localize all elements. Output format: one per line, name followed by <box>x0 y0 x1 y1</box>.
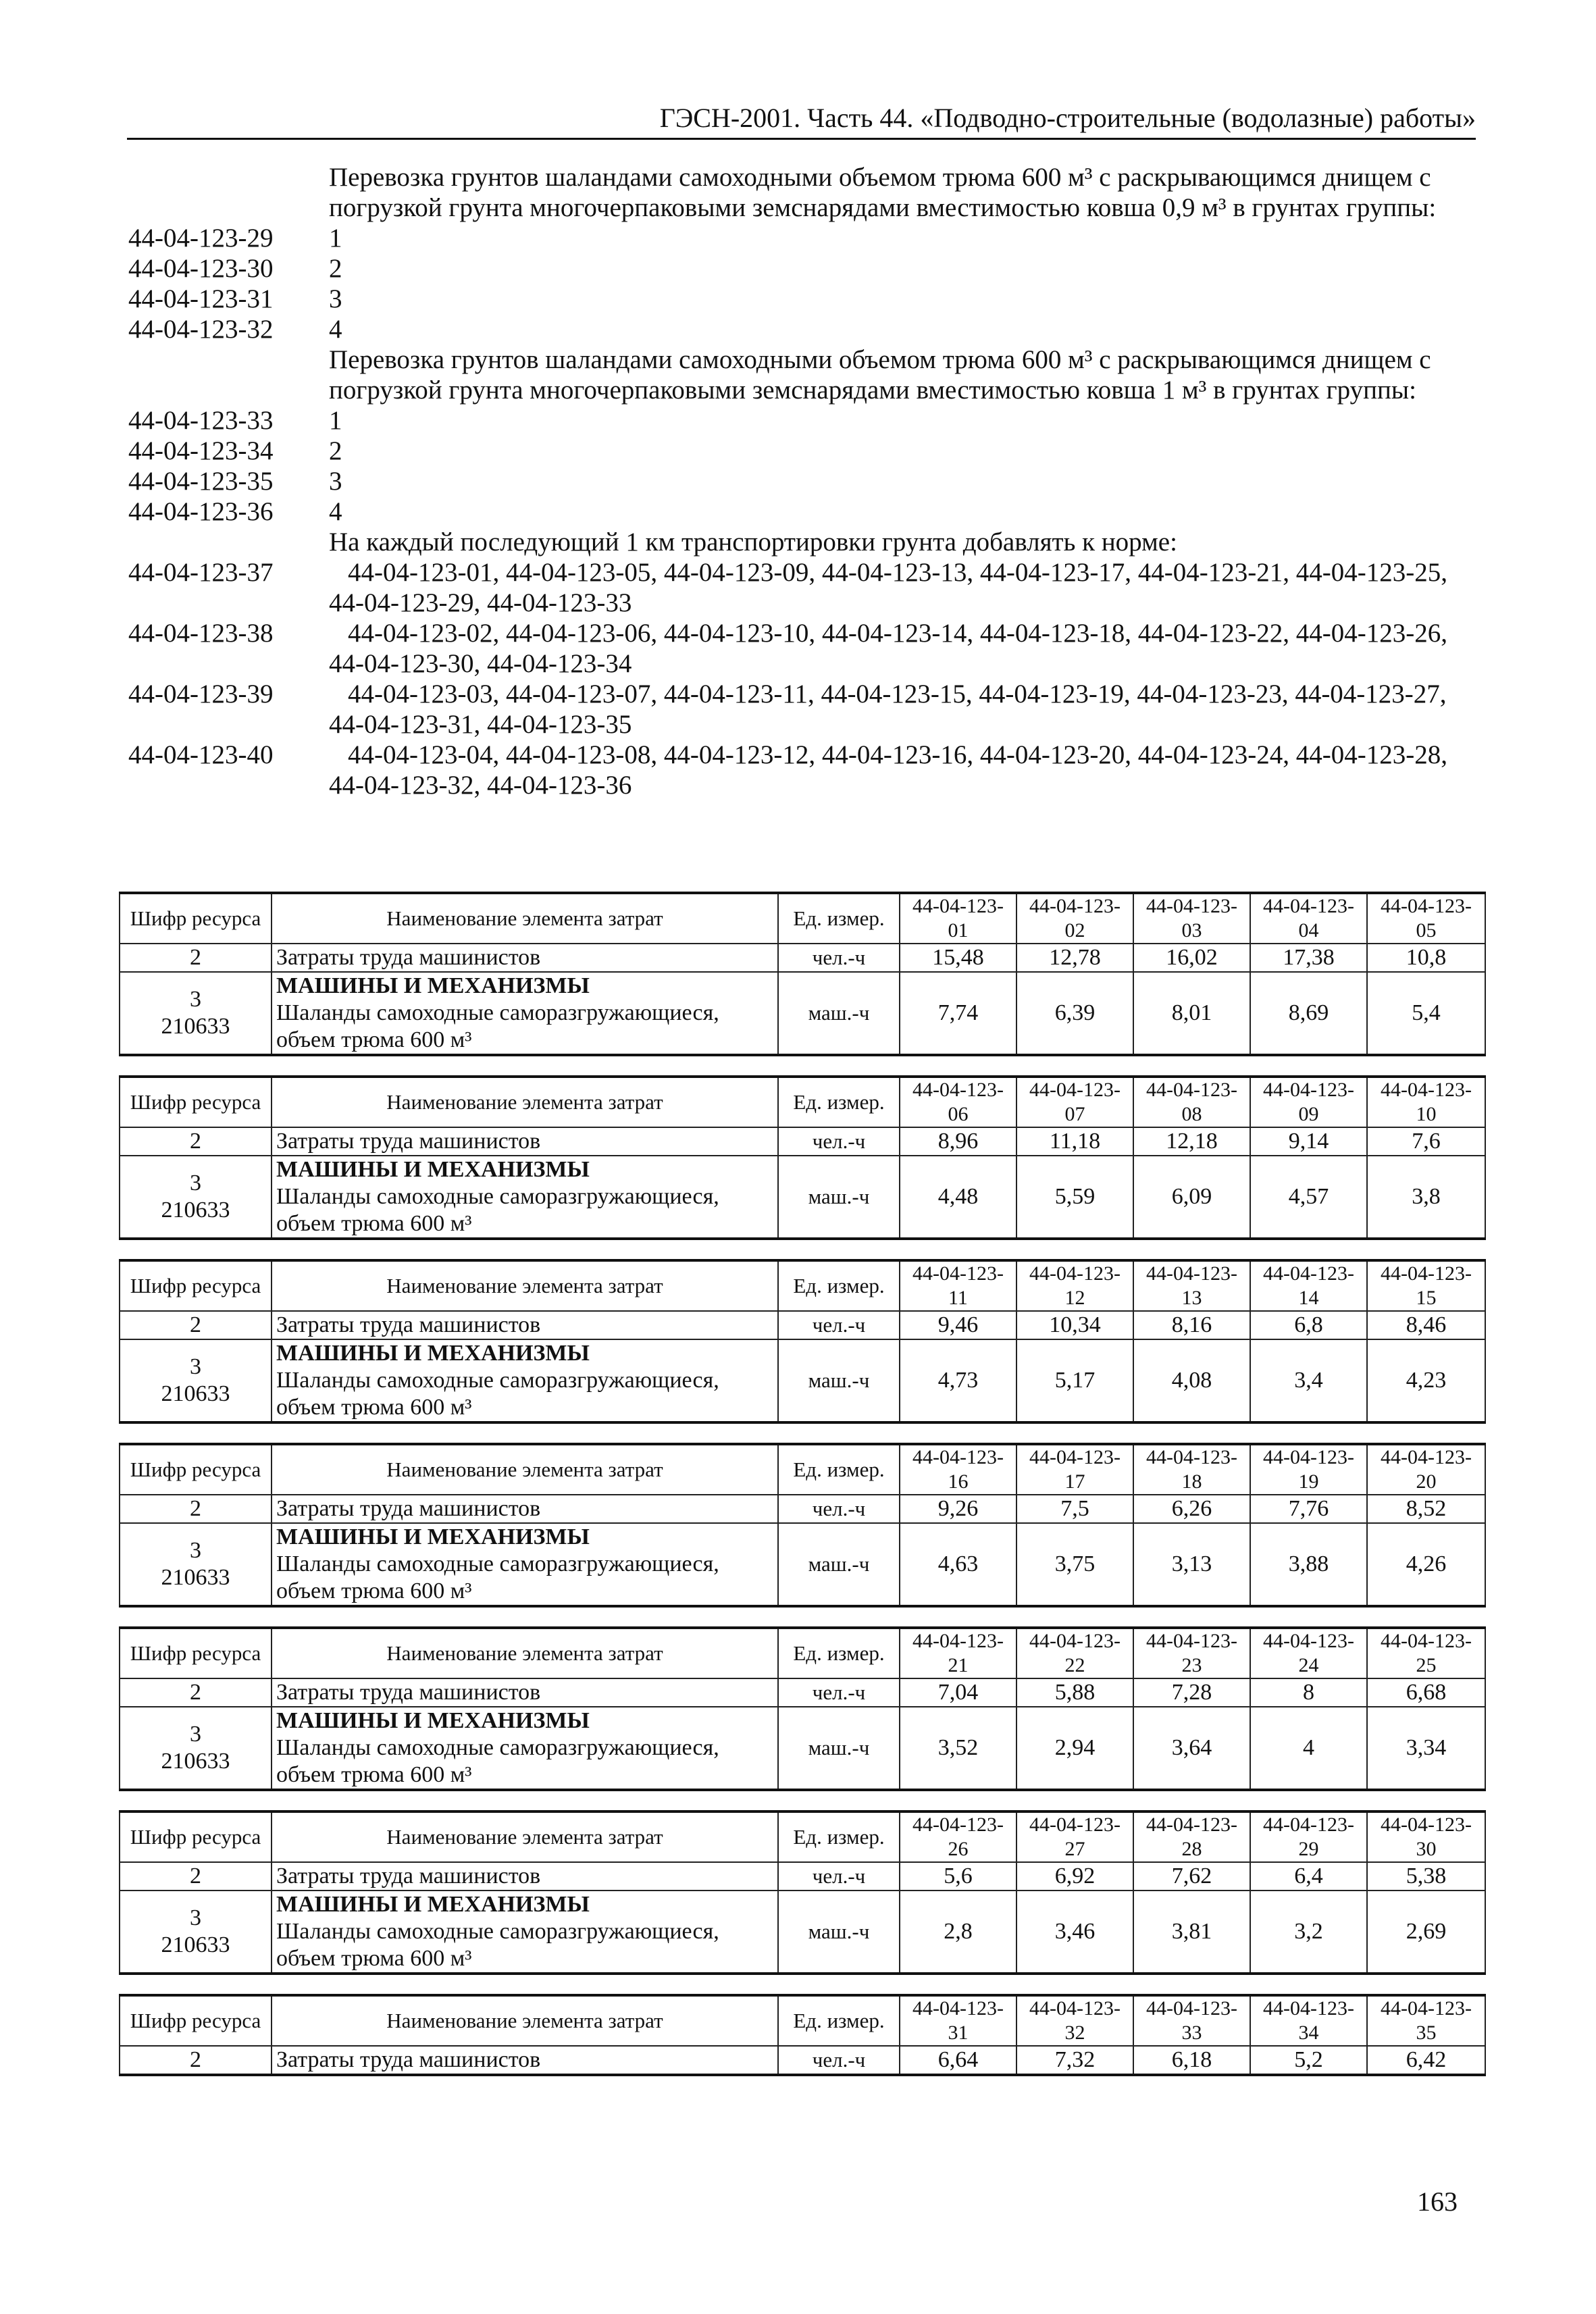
machinery-section-code: 3 <box>190 1538 201 1563</box>
unit: маш.-ч <box>778 1707 900 1790</box>
resource-code: 2 <box>120 1678 272 1707</box>
resource-code-header: Шифр ресурса <box>120 1077 272 1127</box>
resource-code: 2 <box>120 944 272 972</box>
cost-element-header: Наименование элемента затрат <box>272 1077 778 1127</box>
norm-reference-list: 44-04-123-03, 44-04-123-07, 44-04-123-11, 44-04-123-15, 44-04-123-19, 44-04-123-23, 44-04-123-27, 44-04-123-31, 44-04-123-35 <box>329 679 1447 739</box>
norm-code-header: 44-04-123-12 <box>1016 1260 1133 1311</box>
labor-row <box>120 1495 1485 1523</box>
labor-value: 6,4 <box>1250 1862 1367 1891</box>
section-title-2: Перевозка грунтов шаландами самоходными объемом трюма 600 м³ с раскрывающимся днищем с погрузкой грунта многочерпаковыми земснарядами вместимостью ковша 1 м³ в грунтах группы: <box>329 345 1431 405</box>
unit: чел.-ч <box>778 1127 900 1156</box>
machinery-name: Шаланды самоходные саморазгружающиеся, объем трюма 600 м³ <box>276 1735 719 1787</box>
resource-code-header: Шифр ресурса <box>120 1995 272 2046</box>
norm-code-header: 44-04-123-04 <box>1250 893 1367 944</box>
cost-element-name: Затраты труда машинистов <box>272 1862 778 1891</box>
norm-code-header: 44-04-123-01 <box>900 893 1016 944</box>
machinery-value: 5,59 <box>1016 1156 1133 1239</box>
cost-element-name <box>272 1707 778 1790</box>
labor-row <box>120 2046 1485 2075</box>
norm-code: 44-04-123-34 <box>128 436 274 465</box>
machinery-value: 5,4 <box>1367 972 1485 1055</box>
labor-value: 5,38 <box>1367 1862 1485 1891</box>
unit: чел.-ч <box>778 944 900 972</box>
cost-element-name <box>272 1523 778 1606</box>
labor-value: 7,5 <box>1016 1495 1133 1523</box>
unit: чел.-ч <box>778 1311 900 1339</box>
machinery-row <box>120 1156 1485 1239</box>
machinery-value: 7,74 <box>900 972 1016 1055</box>
machinery-resource-code: 210633 <box>161 1381 230 1406</box>
norm-reference-list: 44-04-123-01, 44-04-123-05, 44-04-123-09, 44-04-123-13, 44-04-123-17, 44-04-123-21, 44-04-123-25, 44-04-123-29, 44-04-123-33 <box>329 558 1447 617</box>
page-number: 163 <box>1417 2186 1458 2217</box>
norm-reference-list: 44-04-123-04, 44-04-123-08, 44-04-123-12, 44-04-123-16, 44-04-123-20, 44-04-123-24, 44-04-123-28, 44-04-123-32, 44-04-123-36 <box>329 740 1447 800</box>
machinery-resource-code: 210633 <box>161 1198 230 1223</box>
labor-value: 15,48 <box>900 944 1016 972</box>
norm-code: 44-04-123-29 <box>128 224 274 253</box>
machinery-name: Шаланды самоходные саморазгружающиеся, объем трюма 600 м³ <box>276 1000 719 1052</box>
machinery-value: 3,46 <box>1016 1891 1133 1974</box>
norm-code: 44-04-123-33 <box>128 406 274 435</box>
labor-value: 16,02 <box>1133 944 1250 972</box>
cost-element-name <box>272 972 778 1055</box>
norm-row <box>128 314 1472 344</box>
machinery-value: 3,64 <box>1133 1707 1250 1790</box>
resource-code: 2 <box>120 1311 272 1339</box>
norm-code-header: 44-04-123-15 <box>1367 1260 1485 1311</box>
norm-code-header: 44-04-123-09 <box>1250 1077 1367 1127</box>
cost-element-name: Затраты труда машинистов <box>272 1678 778 1707</box>
resource-code-header: Шифр ресурса <box>120 1811 272 1862</box>
unit: маш.-ч <box>778 1156 900 1239</box>
norm-row <box>128 284 1472 314</box>
unit: чел.-ч <box>778 1678 900 1707</box>
norm-code-header: 44-04-123-11 <box>900 1260 1016 1311</box>
table-header-row <box>120 1628 1485 1678</box>
machinery-section-title: МАШИНЫ И МЕХАНИЗМЫ <box>276 1708 590 1733</box>
labor-value: 6,64 <box>900 2046 1016 2075</box>
cost-element-header: Наименование элемента затрат <box>272 893 778 944</box>
norm-code-header: 44-04-123-35 <box>1367 1995 1485 2046</box>
machinery-value: 4 <box>1250 1707 1367 1790</box>
machinery-value: 3,8 <box>1367 1156 1485 1239</box>
norm-code-header: 44-04-123-30 <box>1367 1811 1485 1862</box>
norm-row <box>128 436 1472 466</box>
machinery-section-title: МАШИНЫ И МЕХАНИЗМЫ <box>276 973 590 998</box>
unit-header: Ед. измер. <box>778 1444 900 1495</box>
norm-code-header: 44-04-123-13 <box>1133 1260 1250 1311</box>
labor-value: 10,34 <box>1016 1311 1133 1339</box>
machinery-section-code: 3 <box>190 1722 201 1747</box>
norm-code-header: 44-04-123-31 <box>900 1995 1016 2046</box>
norm-row <box>128 405 1472 436</box>
machinery-value: 4,48 <box>900 1156 1016 1239</box>
norm-code-header: 44-04-123-25 <box>1367 1628 1485 1678</box>
unit-header: Ед. измер. <box>778 1628 900 1678</box>
resource-code <box>120 1707 272 1790</box>
soil-group-number: 2 <box>329 436 342 465</box>
resource-table <box>119 1810 1486 1975</box>
resource-code: 2 <box>120 1127 272 1156</box>
labor-value: 5,6 <box>900 1862 1016 1891</box>
machinery-section-title: МАШИНЫ И МЕХАНИЗМЫ <box>276 1892 590 1917</box>
machinery-value: 6,39 <box>1016 972 1133 1055</box>
machinery-row <box>120 1891 1485 1974</box>
resource-code-header: Шифр ресурса <box>120 1260 272 1311</box>
labor-value: 6,68 <box>1367 1678 1485 1707</box>
norm-code: 44-04-123-39 <box>128 679 274 709</box>
labor-value: 7,04 <box>900 1678 1016 1707</box>
labor-value: 6,18 <box>1133 2046 1250 2075</box>
machinery-value: 4,23 <box>1367 1339 1485 1422</box>
cost-element-name: Затраты труда машинистов <box>272 2046 778 2075</box>
unit: чел.-ч <box>778 1495 900 1523</box>
machinery-name: Шаланды самоходные саморазгружающиеся, объем трюма 600 м³ <box>276 1919 719 1971</box>
machinery-value: 4,57 <box>1250 1156 1367 1239</box>
unit: маш.-ч <box>778 1339 900 1422</box>
section-items-2 <box>128 405 1472 527</box>
cost-element-name: Затраты труда машинистов <box>272 944 778 972</box>
machinery-section-title: МАШИНЫ И МЕХАНИЗМЫ <box>276 1341 590 1366</box>
norm-code-header: 44-04-123-02 <box>1016 893 1133 944</box>
norm-code: 44-04-123-36 <box>128 497 274 526</box>
cost-element-header: Наименование элемента затрат <box>272 1628 778 1678</box>
unit: маш.-ч <box>778 1523 900 1606</box>
machinery-section-title: МАШИНЫ И МЕХАНИЗМЫ <box>276 1524 590 1549</box>
norm-row <box>128 253 1472 284</box>
cost-element-name: Затраты труда машинистов <box>272 1127 778 1156</box>
machinery-value: 3,13 <box>1133 1523 1250 1606</box>
norm-code-header: 44-04-123-21 <box>900 1628 1016 1678</box>
labor-value: 6,92 <box>1016 1862 1133 1891</box>
cost-element-name: Затраты труда машинистов <box>272 1311 778 1339</box>
machinery-value: 8,69 <box>1250 972 1367 1055</box>
machinery-resource-code: 210633 <box>161 1749 230 1774</box>
norm-code-header: 44-04-123-29 <box>1250 1811 1367 1862</box>
norm-listing <box>128 162 1472 800</box>
labor-value: 7,32 <box>1016 2046 1133 2075</box>
unit-header: Ед. измер. <box>778 1995 900 2046</box>
norm-code: 44-04-123-35 <box>128 467 274 496</box>
unit-header: Ед. измер. <box>778 893 900 944</box>
resource-code <box>120 1156 272 1239</box>
labor-value: 6,8 <box>1250 1311 1367 1339</box>
norm-code-header: 44-04-123-18 <box>1133 1444 1250 1495</box>
cost-element-name <box>272 1891 778 1974</box>
cost-element-header: Наименование элемента затрат <box>272 1995 778 2046</box>
machinery-section-code: 3 <box>190 1171 201 1195</box>
machinery-section-title: МАШИНЫ И МЕХАНИЗМЫ <box>276 1157 590 1182</box>
labor-row <box>120 944 1485 972</box>
labor-value: 9,14 <box>1250 1127 1367 1156</box>
unit: чел.-ч <box>778 1862 900 1891</box>
labor-row <box>120 1127 1485 1156</box>
norm-code: 44-04-123-37 <box>128 558 274 587</box>
labor-value: 8 <box>1250 1678 1367 1707</box>
norm-row <box>128 618 1472 679</box>
labor-value: 8,96 <box>900 1127 1016 1156</box>
soil-group-number: 3 <box>329 467 342 496</box>
resource-code <box>120 1523 272 1606</box>
resource-code: 2 <box>120 1495 272 1523</box>
machinery-value: 4,08 <box>1133 1339 1250 1422</box>
norm-code-header: 44-04-123-03 <box>1133 893 1250 944</box>
labor-row <box>120 1311 1485 1339</box>
cost-element-name: Затраты труда машинистов <box>272 1495 778 1523</box>
resource-code: 2 <box>120 1862 272 1891</box>
norm-code-header: 44-04-123-26 <box>900 1811 1016 1862</box>
norm-code: 44-04-123-40 <box>128 740 274 769</box>
resource-table <box>119 1994 1486 2076</box>
machinery-section-code: 3 <box>190 1354 201 1379</box>
machinery-value: 2,8 <box>900 1891 1016 1974</box>
labor-value: 8,16 <box>1133 1311 1250 1339</box>
norm-row <box>128 223 1472 253</box>
norm-code-header: 44-04-123-28 <box>1133 1811 1250 1862</box>
machinery-resource-code: 210633 <box>161 1565 230 1590</box>
norm-code-header: 44-04-123-27 <box>1016 1811 1133 1862</box>
machinery-section-code: 3 <box>190 987 201 1012</box>
norm-row <box>128 466 1472 496</box>
labor-value: 6,42 <box>1367 2046 1485 2075</box>
machinery-value: 3,52 <box>900 1707 1016 1790</box>
labor-value: 11,18 <box>1016 1127 1133 1156</box>
norm-code-header: 44-04-123-08 <box>1133 1077 1250 1127</box>
machinery-value: 3,34 <box>1367 1707 1485 1790</box>
norm-code-header: 44-04-123-16 <box>900 1444 1016 1495</box>
section-title-1: Перевозка грунтов шаландами самоходными объемом трюма 600 м³ с раскрывающимся днищем с погрузкой грунта многочерпаковыми земснарядами вместимостью ковша 0,9 м³ в грунтах группы: <box>329 163 1437 222</box>
labor-row <box>120 1862 1485 1891</box>
norm-code-header: 44-04-123-20 <box>1367 1444 1485 1495</box>
running-header: ГЭСН-2001. Часть 44. «Подводно-строительные (водолазные) работы» <box>127 101 1476 140</box>
norm-row <box>128 740 1472 800</box>
resource-code <box>120 972 272 1055</box>
norm-code-header: 44-04-123-24 <box>1250 1628 1367 1678</box>
table-header-row <box>120 893 1485 944</box>
resource-code-header: Шифр ресурса <box>120 1628 272 1678</box>
cost-element-header: Наименование элемента затрат <box>272 1260 778 1311</box>
machinery-value: 3,88 <box>1250 1523 1367 1606</box>
resource-code-header: Шифр ресурса <box>120 893 272 944</box>
cost-element-header: Наименование элемента затрат <box>272 1811 778 1862</box>
machinery-name: Шаланды самоходные саморазгружающиеся, объем трюма 600 м³ <box>276 1551 719 1603</box>
machinery-value: 4,26 <box>1367 1523 1485 1606</box>
machinery-name: Шаланды самоходные саморазгружающиеся, объем трюма 600 м³ <box>276 1368 719 1420</box>
machinery-row <box>120 1523 1485 1606</box>
section-items-3 <box>128 557 1472 800</box>
unit-header: Ед. измер. <box>778 1260 900 1311</box>
machinery-value: 4,63 <box>900 1523 1016 1606</box>
norm-reference-list: 44-04-123-02, 44-04-123-06, 44-04-123-10, 44-04-123-14, 44-04-123-18, 44-04-123-22, 44-04-123-26, 44-04-123-30, 44-04-123-34 <box>329 619 1447 678</box>
norm-row <box>128 496 1472 527</box>
labor-value: 5,88 <box>1016 1678 1133 1707</box>
norm-code-header: 44-04-123-17 <box>1016 1444 1133 1495</box>
norm-code: 44-04-123-31 <box>128 284 274 313</box>
cost-element-name <box>272 1156 778 1239</box>
machinery-value: 6,09 <box>1133 1156 1250 1239</box>
machinery-row <box>120 972 1485 1055</box>
machinery-value: 8,01 <box>1133 972 1250 1055</box>
machinery-row <box>120 1707 1485 1790</box>
labor-value: 12,78 <box>1016 944 1133 972</box>
norm-code-header: 44-04-123-05 <box>1367 893 1485 944</box>
labor-value: 5,2 <box>1250 2046 1367 2075</box>
table-header-row <box>120 1077 1485 1127</box>
labor-value: 17,38 <box>1250 944 1367 972</box>
norm-code-header: 44-04-123-22 <box>1016 1628 1133 1678</box>
norm-code-header: 44-04-123-06 <box>900 1077 1016 1127</box>
resource-table <box>119 1259 1486 1424</box>
resource-code <box>120 1339 272 1422</box>
norm-code-header: 44-04-123-32 <box>1016 1995 1133 2046</box>
resource-tables <box>119 892 1485 2095</box>
soil-group-number: 1 <box>329 224 342 253</box>
labor-value: 7,28 <box>1133 1678 1250 1707</box>
labor-value: 6,26 <box>1133 1495 1250 1523</box>
resource-code <box>120 1891 272 1974</box>
machinery-value: 4,73 <box>900 1339 1016 1422</box>
labor-value: 7,6 <box>1367 1127 1485 1156</box>
unit: маш.-ч <box>778 972 900 1055</box>
table-header-row <box>120 1260 1485 1311</box>
norm-code: 44-04-123-38 <box>128 619 274 648</box>
norm-code-header: 44-04-123-10 <box>1367 1077 1485 1127</box>
machinery-value: 3,75 <box>1016 1523 1133 1606</box>
machinery-resource-code: 210633 <box>161 1932 230 1957</box>
machinery-value: 3,81 <box>1133 1891 1250 1974</box>
soil-group-number: 1 <box>329 406 342 435</box>
soil-group-number: 4 <box>329 497 342 526</box>
norm-code-header: 44-04-123-07 <box>1016 1077 1133 1127</box>
machinery-name: Шаланды самоходные саморазгружающиеся, объем трюма 600 м³ <box>276 1184 719 1236</box>
norm-code-header: 44-04-123-14 <box>1250 1260 1367 1311</box>
machinery-resource-code: 210633 <box>161 1014 230 1039</box>
soil-group-number: 3 <box>329 284 342 313</box>
norm-code: 44-04-123-32 <box>128 315 274 344</box>
machinery-row <box>120 1339 1485 1422</box>
norm-code-header: 44-04-123-34 <box>1250 1995 1367 2046</box>
unit-header: Ед. измер. <box>778 1811 900 1862</box>
machinery-value: 2,69 <box>1367 1891 1485 1974</box>
unit: маш.-ч <box>778 1891 900 1974</box>
labor-value: 9,46 <box>900 1311 1016 1339</box>
cost-element-header: Наименование элемента затрат <box>272 1444 778 1495</box>
resource-table <box>119 1626 1486 1791</box>
norm-row <box>128 679 1472 740</box>
machinery-value: 3,2 <box>1250 1891 1367 1974</box>
unit-header: Ед. измер. <box>778 1077 900 1127</box>
table-header-row <box>120 1444 1485 1495</box>
section-title-3: На каждый последующий 1 км транспортировки грунта добавлять к норме: <box>329 528 1177 557</box>
machinery-value: 5,17 <box>1016 1339 1133 1422</box>
labor-value: 7,76 <box>1250 1495 1367 1523</box>
norm-code: 44-04-123-30 <box>128 254 274 283</box>
norm-row <box>128 557 1472 618</box>
labor-value: 12,18 <box>1133 1127 1250 1156</box>
table-header-row <box>120 1811 1485 1862</box>
labor-value: 8,46 <box>1367 1311 1485 1339</box>
machinery-section-code: 3 <box>190 1905 201 1930</box>
norm-code-header: 44-04-123-33 <box>1133 1995 1250 2046</box>
resource-table <box>119 892 1486 1056</box>
cost-element-name <box>272 1339 778 1422</box>
machinery-value: 2,94 <box>1016 1707 1133 1790</box>
norm-code-header: 44-04-123-19 <box>1250 1444 1367 1495</box>
norm-code-header: 44-04-123-23 <box>1133 1628 1250 1678</box>
resource-code-header: Шифр ресурса <box>120 1444 272 1495</box>
labor-row <box>120 1678 1485 1707</box>
resource-table <box>119 1075 1486 1240</box>
labor-value: 8,52 <box>1367 1495 1485 1523</box>
section-items-1 <box>128 223 1472 344</box>
labor-value: 9,26 <box>900 1495 1016 1523</box>
soil-group-number: 2 <box>329 254 342 283</box>
resource-table <box>119 1443 1486 1608</box>
resource-code: 2 <box>120 2046 272 2075</box>
machinery-value: 3,4 <box>1250 1339 1367 1422</box>
unit: чел.-ч <box>778 2046 900 2075</box>
labor-value: 10,8 <box>1367 944 1485 972</box>
table-header-row <box>120 1995 1485 2046</box>
soil-group-number: 4 <box>329 315 342 344</box>
labor-value: 7,62 <box>1133 1862 1250 1891</box>
